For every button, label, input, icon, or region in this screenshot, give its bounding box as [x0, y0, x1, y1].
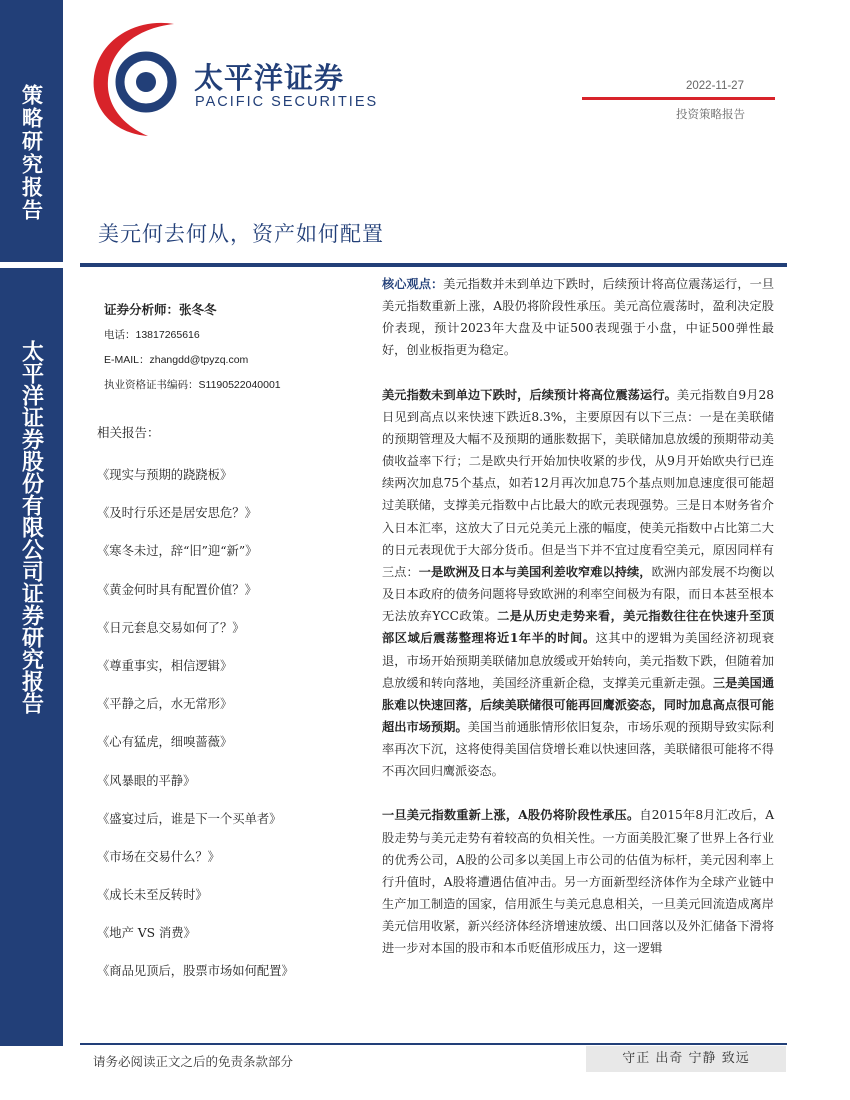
related-report-item: 《平静之后，水无常形》 [97, 697, 233, 712]
report-type: 投资策略报告 [676, 107, 745, 121]
company-logo [88, 16, 378, 140]
related-report-item: 《市场在交易什么？》 [97, 849, 220, 864]
related-report-item: 《日元套息交易如何了？》 [97, 620, 245, 635]
paragraph-usd-outlook [382, 384, 774, 783]
related-report-item: 《尊重事实，相信逻辑》 [97, 658, 233, 673]
footer-divider [80, 1043, 787, 1045]
analyst-certificate: 执业资格证书编码：S1190522040001 [104, 379, 281, 391]
paragraph-emphasis: 一是欧洲及日本与美国利差收窄难以持续， [418, 564, 652, 579]
paragraph-text: 美国当前通胀情形依旧复杂，市场乐观的预期导致实际利率再次下沉，这将使得美国信贷增长难以快速回落，美联储很可能将不得不再次回归鹰派姿态。 [382, 719, 775, 779]
related-report-item: 《心有猛虎，细嗅蔷薇》 [97, 735, 233, 750]
footer-motto: 守正 出奇 宁静 致远 [586, 1046, 786, 1072]
related-report-item: 《盛宴过后，谁是下一个买单者》 [97, 811, 282, 826]
related-report-item: 《寒冬未过，辞“旧”迎“新”》 [97, 544, 258, 559]
paragraph-lead: 一旦美元指数重新上涨，A股仍将阶段性承压。 [382, 808, 640, 823]
paragraph-text: 欧洲内部发展不均衡以及日本政府的债务问题将导致欧洲的利率空间极为有限，而日本甚至根本无法放弃YCC政策。 [382, 564, 775, 624]
analyst-phone: 电话：13817265616 [104, 329, 200, 341]
paragraph-text: 这其中的逻辑为美国经济初现衰退，市场开始预期美联储加息放缓或开始转向，美元指数下跌，但随着加息放缓和转向落地，美国经济重新企稳，支撑美元重新走强。 [382, 631, 775, 690]
sidebar-top [0, 0, 63, 262]
related-reports-list [97, 465, 347, 1000]
related-report-item: 《及时行乐还是居安思危？》 [97, 506, 257, 521]
title-divider [80, 263, 787, 267]
core-viewpoint-label: 核心观点： [382, 277, 444, 291]
company-report-label: 太平洋证券股份有限公司证券研究报告 [18, 340, 45, 714]
header-divider [582, 97, 775, 100]
related-report-item: 《黄金何时具有配置价值？》 [97, 582, 257, 597]
paragraph-emphasis: 三是美国通胀难以快速回落，后续美联储很可能再回鹰派姿态，同时加息高点很可能超出市场预期。 [382, 675, 775, 734]
related-report-item: 《成长未至反转时》 [97, 888, 208, 903]
paragraph-a-share [382, 804, 774, 959]
logo-name-en: PACIFIC SECURITIES [195, 94, 379, 110]
analyst-email: E-MAIL：zhangdd@tpyzq.com [104, 354, 249, 366]
paragraph-text: 美元指数自9月28日见到高点以来快速下跌近8.3%，主要原因有以下三点：一是在美联储的预期管理及大幅不及预期的通胀数据下，美联储加息放缓的预期带动美债收益率下行；二是欧央行开始加快收紧的步伐，从9月开始欧央行已连续两次加息75个基点，如若12月再次加息75个基点则加息速度很可能超过美联储，支撑美元指数中占比最大的欧元表现强势。三是日本财务省介入日本汇率，这放大了日元兑美元上涨的幅度，使美元指数中占比第二大的日元表现优于大部分货币。但是当下并不宜过度看空美元，原因同样有三点： [382, 387, 775, 579]
core-viewpoint [382, 273, 774, 362]
report-date: 2022-11-27 [686, 80, 744, 92]
paragraph-emphasis: 二是从历史走势来看，美元指数往往在快速升至顶部区域后震荡整理将近1年半的时间。 [382, 609, 775, 646]
related-report-item: 《风暴眼的平静》 [97, 773, 196, 788]
paragraph-lead: 美元指数未到单边下跌时，后续预计将高位震荡运行。 [382, 387, 677, 402]
paragraph-text: 自2015年8月汇改后，A股走势与美元走势有着较高的负相关性。一方面美股汇聚了世界上各行业的优秀公司，A股的公司多以美国上市公司的估值为标杆，美元因利率上行升值时，A股将遭遇估值冲击。另一方面新型经济体作为全球产业链中生产加工制造的国家，信用派生与美元息息相关，一旦美元回流造成离岸美元信用收紧，新兴经济体经济增速放缓、出口回落以及外汇储备下滑将进一步对本国的股市和本币贬值形成压力，这一逻辑 [382, 808, 774, 956]
related-report-item: 《现实与预期的跷跷板》 [97, 468, 233, 482]
logo-name-cn: 太平洋证券 [194, 61, 345, 95]
sidebar-bottom [0, 268, 63, 1046]
report-category-label: 策略研究报告 [19, 84, 45, 222]
footer-disclaimer: 请务必阅读正文之后的免责条款部分 [93, 1054, 294, 1069]
related-reports-heading: 相关报告： [97, 425, 160, 440]
related-report-item: 《地产 VS 消费》 [97, 926, 196, 941]
related-report-item: 《商品见顶后，股票市场如何配置》 [97, 964, 294, 979]
main-content [376, 273, 780, 1021]
page-title: 美元何去何从，资产如何配置 [98, 222, 384, 246]
core-viewpoint-text: 美元指数并未到单边下跌时，后续预计将高位震荡运行，一旦美元指数重新上涨，A股仍将阶段性承压。美元高位震荡时，盈利决定股价表现，预计2023年大盘及中证500表现强于小盘，中证500弹性最好，创业板指更为稳定。 [382, 277, 775, 358]
analyst-name: 证券分析师：张冬冬 [104, 302, 217, 317]
pacific-logo-icon [88, 16, 192, 140]
